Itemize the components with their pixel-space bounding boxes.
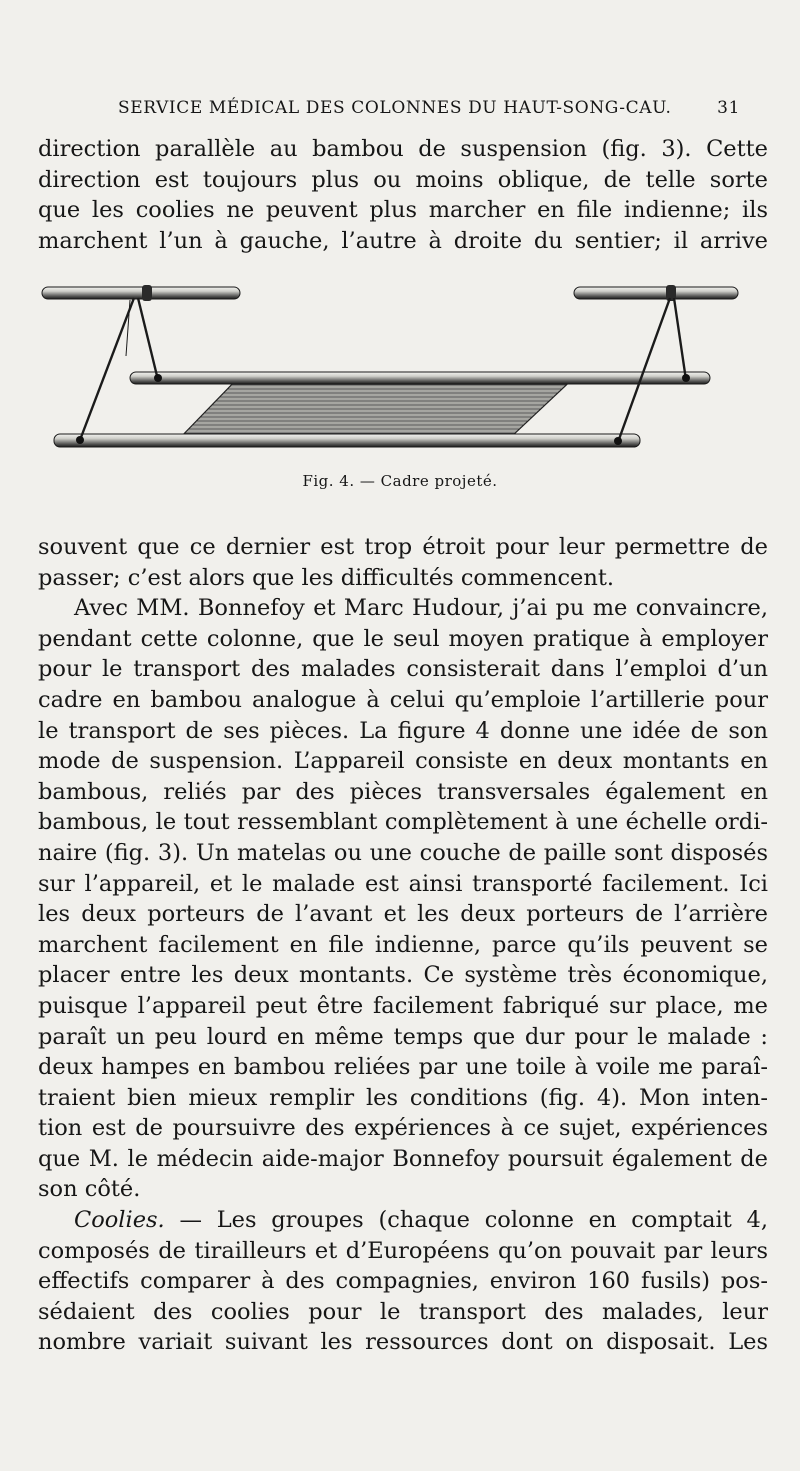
top-left-pole xyxy=(42,285,240,301)
text-line: que les coolies ne peuvent plus marcher en file indienne; ils xyxy=(38,197,768,224)
text-line: mode de suspension. L’appareil consiste en deux montants en xyxy=(38,748,768,775)
stretcher-illustration xyxy=(38,276,768,476)
figure-caption: Fig. 4. — Cadre projeté. xyxy=(302,472,498,490)
text-line: marchent facilement en file indienne, parce qu’ils peuvent se xyxy=(38,931,768,958)
section-label-coolies: Coolies. xyxy=(74,1207,165,1234)
text-line: deux hampes en bambou reliées par une toile à voile me paraî- xyxy=(38,1054,768,1081)
text-line: placer entre les deux montants. Ce système très économique, xyxy=(38,962,768,989)
text-line: composés de tirailleurs et d’Européens qu’on pouvait par leurs xyxy=(38,1237,768,1264)
text-line: naire (fig. 3). Un matelas ou une couche de paille sont disposés xyxy=(38,839,768,866)
text-line: les deux porteurs de l’avant et les deux porteurs de l’arrière xyxy=(38,901,768,928)
text-line: effectifs comparer à des compagnies, environ 160 fusils) pos- xyxy=(38,1268,768,1295)
main-body xyxy=(38,532,768,1358)
text-line: nombre variait suivant les ressources dont on disposait. Les xyxy=(38,1329,768,1356)
text-line: passer; c’est alors que les difficultés commencent. xyxy=(38,564,615,591)
text-line: son côté. xyxy=(38,1176,141,1203)
text-line: que M. le médecin aide-major Bonnefoy poursuit également de xyxy=(38,1145,768,1172)
text-line: direction est toujours plus ou moins oblique, de telle sorte xyxy=(38,166,768,193)
running-title: SERVICE MÉDICAL DES COLONNES DU HAUT-SONG-CAU. xyxy=(118,98,672,118)
text-line: bambous, le tout ressemblant complètement à une échelle ordi- xyxy=(38,809,768,836)
text-line: sur l’appareil, et le malade est ainsi transporté facilement. Ici xyxy=(38,870,768,897)
text-line: Avec MM. Bonnefoy et Marc Hudour, j’ai pu me convaincre, xyxy=(74,595,768,622)
text-line: direction parallèle au bambou de suspension (fig. 3). Cette xyxy=(38,136,768,162)
text-line: bambous, reliés par des pièces transversales également en xyxy=(38,778,768,805)
right-suspension-ropes xyxy=(618,298,686,442)
text-line: traient bien mieux remplir les conditions (fig. 4). Mon inten- xyxy=(38,1084,768,1111)
text-line: souvent que ce dernier est trop étroit pour leur permettre de xyxy=(38,534,768,560)
far-pole xyxy=(130,372,710,384)
text-line: paraît un peu lourd en même temps que dur pour le malade : xyxy=(38,1023,768,1050)
paragraph-top xyxy=(38,134,768,256)
text-line: tion est de poursuivre des expériences à ce sujet, expériences xyxy=(38,1115,768,1142)
text-line: le transport de ses pièces. La figure 4 donne une idée de son xyxy=(38,717,768,744)
text-line: sédaient des coolies pour le transport des malades, leur xyxy=(38,1298,768,1325)
text-line: cadre en bambou analogue à celui qu’emploie l’artillerie pour xyxy=(38,686,768,713)
text-line xyxy=(38,1205,768,1236)
text-line: pendant cette colonne, que le seul moyen pratique à employer xyxy=(38,625,768,652)
left-suspension-ropes xyxy=(80,298,158,440)
text-line: pour le transport des malades consisterait dans l’emploi d’un xyxy=(38,656,768,683)
text-line-rest: — Les groupes (chaque colonne en comptait 4, xyxy=(164,1207,768,1234)
text-line: marchent l’un à gauche, l’autre à droite du sentier; il arrive xyxy=(38,227,768,254)
top-right-pole xyxy=(574,285,738,301)
running-header xyxy=(118,98,740,122)
page-number: 31 xyxy=(717,98,740,118)
text-line: puisque l’appareil peut être facilement fabriqué sur place, me xyxy=(38,992,768,1019)
near-pole xyxy=(54,434,640,447)
